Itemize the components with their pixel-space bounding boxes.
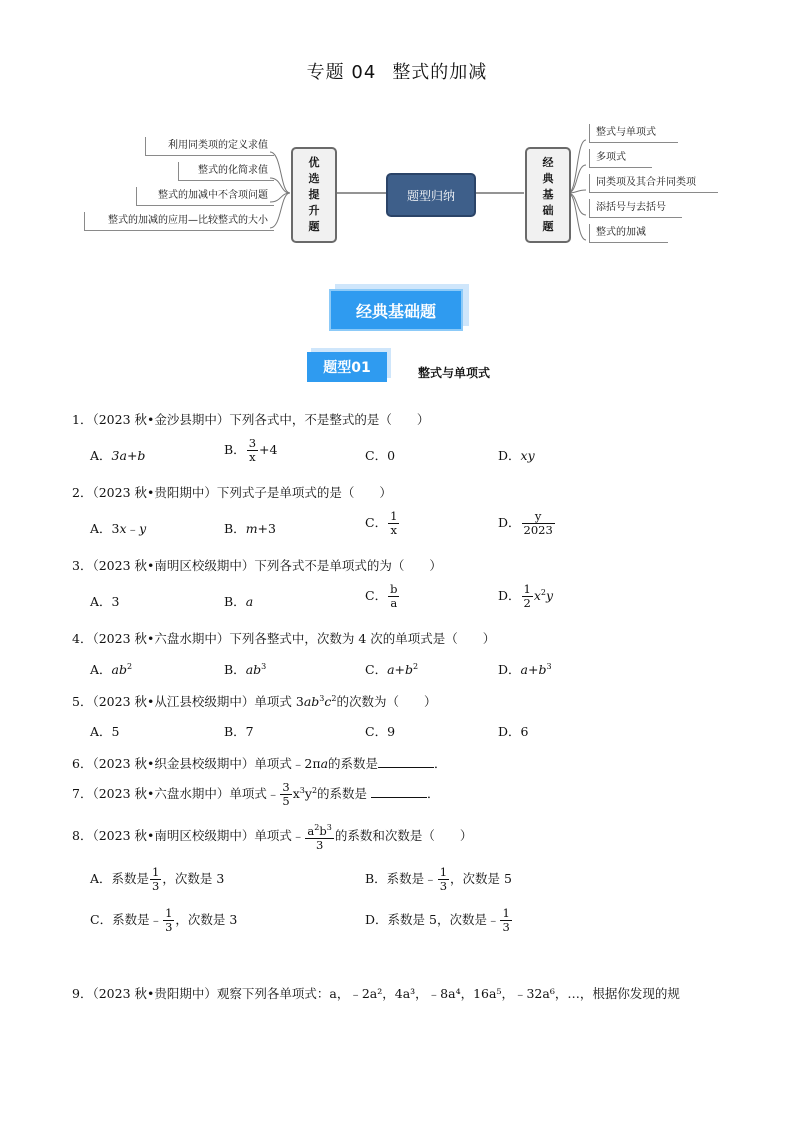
right-item-1: 整式与单项式 (589, 124, 678, 143)
question-type-title: 整式与单项式 (418, 366, 491, 380)
right-item-3: 同类项及其合并同类项 (589, 174, 718, 193)
q8-option-b: B．系数是﹣ $\frac{1}{3}$ ，次数是 5 (365, 865, 512, 893)
left-item-4: 整式的加减的应用—比较整式的大小 (84, 212, 274, 231)
q1-option-c: C．0 (365, 448, 396, 463)
q5-option-c: C．9 (365, 724, 396, 739)
question-4: 4．（2023 秋•六盘水期中）下列各整式中，次数为 4 次的单项式是（ ） (72, 631, 496, 646)
q8-option-a: A．系数是 $\frac{1}{3}$ ，次数是 3 (90, 865, 225, 893)
answer-blank[interactable] (371, 797, 427, 798)
q1-option-a: A．3a+b (90, 448, 146, 463)
answer-blank[interactable] (378, 767, 434, 768)
q3-option-a: A．3 (90, 594, 120, 609)
q8-option-c: C．系数是﹣ $\frac{1}{3}$ ，次数是 3 (90, 906, 238, 934)
q4-option-d: D．$a+b^3$ (498, 661, 552, 677)
q2-option-b: B．m+3 (224, 521, 276, 536)
q2-option-c: C． $\frac{1}{x}$ (365, 509, 398, 537)
question-type-badge: 题型01 (307, 352, 387, 382)
q4-option-c: C．$a+b^2$ (365, 661, 419, 677)
title-name: 整式的加减 (392, 62, 488, 83)
q5-option-d: D．6 (498, 724, 529, 739)
q4-option-a: A．$ab^2$ (90, 661, 133, 677)
question-3: 3．（2023 秋•南明区校级期中）下列各式不是单项式的为（ ） (72, 558, 442, 573)
question-9: 9．（2023 秋•贵阳期中）观察下列各单项式：a，﹣2a²，4a³，﹣8a⁴，16a⁵，﹣32a⁶，…，根据你发现的规 (72, 986, 680, 1001)
right-item-2: 多项式 (589, 149, 652, 168)
question-5: 5．（2023 秋•从江县校级期中）单项式 $3ab^3c^2$的次数为（ ） (72, 693, 437, 709)
section-banner: 经典基础题 (329, 289, 463, 331)
q1-option-b: B． $\frac{3}{x}$ +4 (224, 436, 278, 464)
q1-option-d: D．xy (498, 448, 535, 463)
right-item-5: 整式的加减 (589, 224, 668, 243)
q8-option-d: D．系数是 5，次数是﹣ $\frac{1}{3}$ (365, 906, 510, 934)
right-item-4: 添括号与去括号 (589, 199, 682, 218)
question-1: 1．（2023 秋•金沙县期中）下列各式中，不是整式的是（ ） (72, 412, 430, 427)
q3-option-d: D． $\frac{1}{2}$ $x^2y$ (498, 582, 554, 610)
q2-option-d: D． $\frac{y}{2023}$ (498, 509, 553, 537)
right-node: 经典基础题 (525, 147, 571, 243)
question-7: 7．（2023 秋•六盘水期中）单项式﹣ $\frac{3}{5}$ $x^3y^2$的系数是 ． (72, 780, 440, 808)
q5-option-a: A．5 (90, 724, 120, 739)
left-item-1: 利用同类项的定义求值 (145, 137, 274, 156)
question-6: 6．（2023 秋•织金县校级期中）单项式﹣2πa的系数是 ． (72, 756, 447, 771)
q4-option-b: B．$ab^3$ (224, 661, 267, 677)
question-8: 8．（2023 秋•南明区校级期中）单项式﹣ $\frac{a^2b^3}{3}$ 的系数和次数是（ ） (72, 823, 473, 852)
q3-option-b: B．a (224, 594, 254, 609)
question-2: 2．（2023 秋•贵阳期中）下列式子是单项式的是（ ） (72, 485, 392, 500)
left-item-2: 整式的化简求值 (178, 162, 274, 181)
q2-option-a: A．3x﹣y (90, 521, 147, 536)
q3-option-c: C． $\frac{b}{a}$ (365, 582, 398, 610)
title-topic: 专题 04 (306, 62, 377, 83)
mindmap (0, 0, 794, 260)
center-node: 题型归纳 (386, 173, 476, 217)
q5-option-b: B．7 (224, 724, 254, 739)
left-item-3: 整式的加减中不含项问题 (136, 187, 274, 206)
left-node: 优选提升题 (291, 147, 337, 243)
